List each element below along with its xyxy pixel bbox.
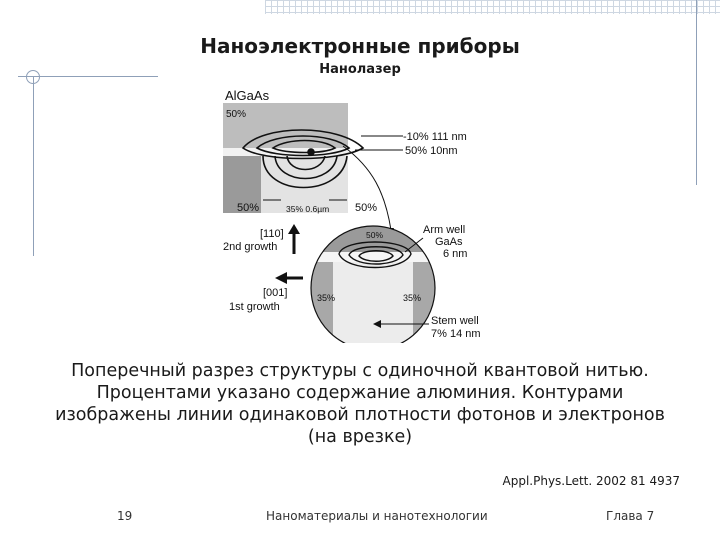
direction-2-label: [001] (263, 287, 288, 299)
up-arrow-head (288, 224, 300, 234)
slide-subtitle: Нанолазер (319, 62, 401, 77)
direction-1-growth: 2nd growth (223, 241, 278, 253)
inset-stem (333, 262, 413, 343)
left-arrow-head (275, 272, 287, 284)
bottom-right-percent: 50% (355, 202, 378, 214)
page-number: 19 (117, 509, 133, 523)
citation: Appl.Phys.Lett. 2002 81 4937 (502, 474, 680, 488)
stem-well-info: 7% 14 nm (431, 328, 481, 340)
top-left-percent: 50% (226, 109, 247, 120)
bottom-left-percent: 50% (237, 202, 260, 214)
inset-right-percent: 35% (403, 293, 422, 303)
legend-line-1: -10% 111 nm (403, 131, 467, 143)
direction-2-growth: 1st growth (229, 301, 280, 313)
slide-title: Наноэлектронные приборы (200, 34, 520, 58)
arm-well-label: Arm well (423, 224, 466, 236)
direction-1-label: [110] (260, 228, 284, 240)
arm-well-thickness: 6 nm (443, 248, 468, 260)
wire-center-dot (308, 149, 314, 155)
chapter-label: Глава 7 (606, 509, 655, 523)
course-title: Наноматериалы и нанотехнологии (266, 509, 488, 523)
material-label: AlGaAs (225, 88, 270, 103)
left-vertical-rule (33, 76, 34, 256)
header-grid-decoration (265, 0, 720, 14)
stem-well-label: Stem well (431, 315, 479, 327)
arm-well-material: GaAs (435, 236, 463, 248)
figure-caption: Поперечный разрез структуры с одиночной квантовой нитью. Процентами указано содержание алюминия. Контурами изображены линии одинаковой плотности фотонов и электронов (на врезке) (55, 361, 665, 447)
right-vertical-rule (696, 0, 697, 185)
quantum-wire-figure (223, 88, 483, 343)
legend-line-2: 50% 10nm (405, 145, 458, 157)
inset-top-percent: 50% (366, 230, 384, 240)
width-label: 35% 0.6µm (286, 204, 330, 214)
inset-left-percent: 35% (317, 293, 336, 303)
